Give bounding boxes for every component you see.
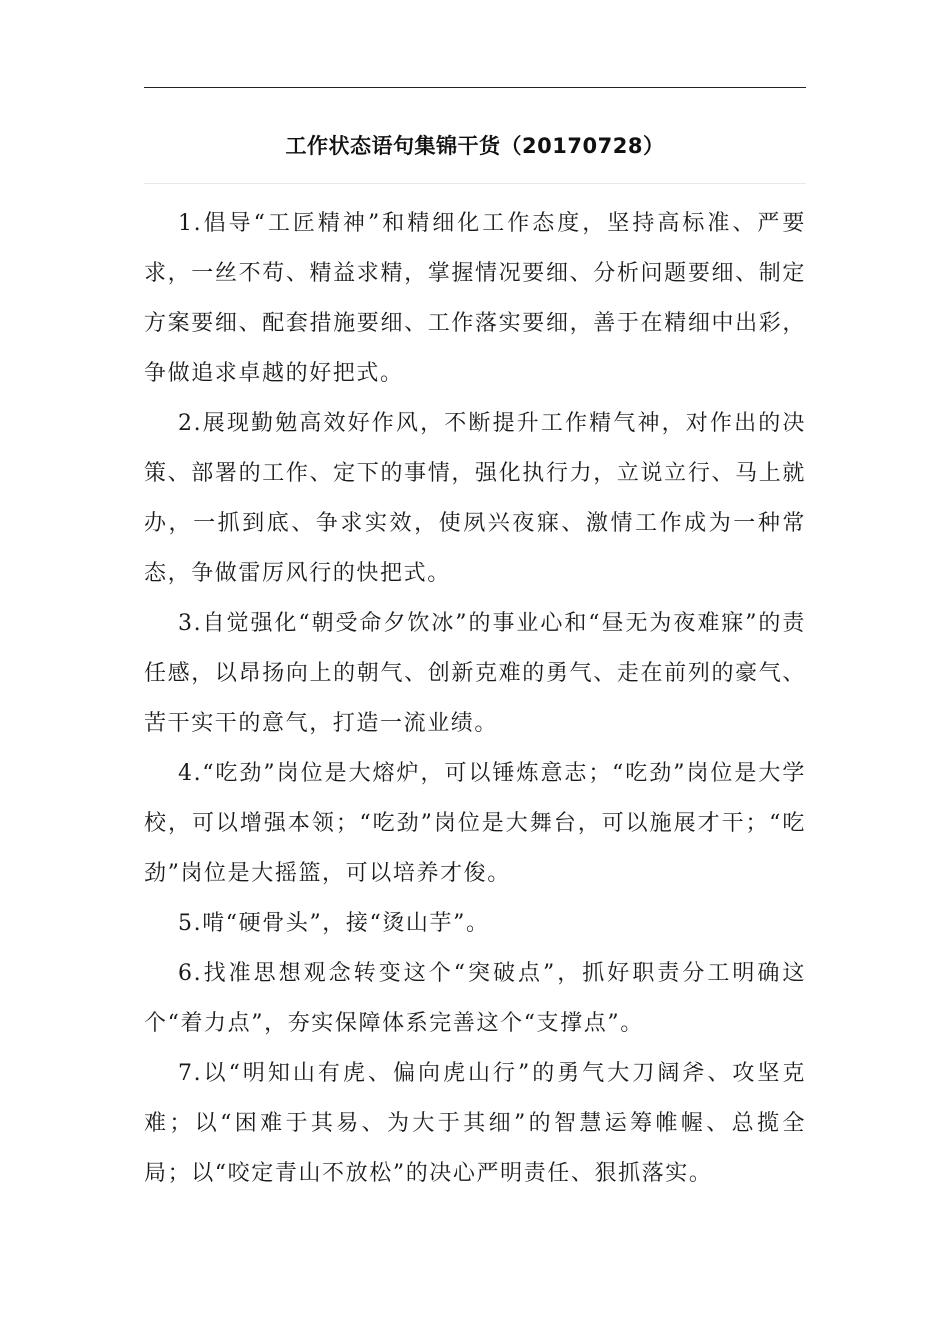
paragraph-3: 3.自觉强化“朝受命夕饮冰”的事业心和“昼无为夜难寐”的责任感，以昂扬向上的朝气、创新克难的勇气、走在前列的豪气、苦干实干的意气，打造一流业绩。 [144,611,806,736]
title-divider [144,183,806,184]
document-title: 工作状态语句集锦干货（20170728） [285,134,665,158]
document-body [144,199,806,1199]
paragraph-1: 1.倡导“工匠精神”和精细化工作态度，坚持高标准、严要求，一丝不苟、精益求精，掌握情况要细、分析问题要细、制定方案要细、配套措施要细、工作落实要细，善于在精细中出彩，争做追求卓越的好把式。 [144,211,806,386]
paragraph-7: 7.以“明知山有虎、偏向虎山行”的勇气大刀阔斧、攻坚克难；以“困难于其易、为大于其细”的智慧运筹帷幄、总揽全局；以“咬定青山不放松”的决心严明责任、狠抓落实。 [144,1061,806,1186]
paragraph-2: 2.展现勤勉高效好作风，不断提升工作精气神，对作出的决策、部署的工作、定下的事情，强化执行力，立说立行、马上就办，一抓到底、争求实效，使夙兴夜寐、激情工作成为一种常态，争做雷厉风行的快把式。 [144,411,806,586]
paragraph-6: 6.找准思想观念转变这个“突破点”，抓好职责分工明确这个“着力点”，夯实保障体系完善这个“支撑点”。 [144,961,806,1036]
paragraph-4: 4.“吃劲”岗位是大熔炉，可以锤炼意志；“吃劲”岗位是大学校，可以增强本领；“吃劲”岗位是大舞台，可以施展才干；“吃劲”岗位是大摇篮，可以培养才俊。 [144,761,806,886]
paragraph-5: 5.啃“硬骨头”，接“烫山芋”。 [178,911,490,936]
header-rule [144,87,806,88]
